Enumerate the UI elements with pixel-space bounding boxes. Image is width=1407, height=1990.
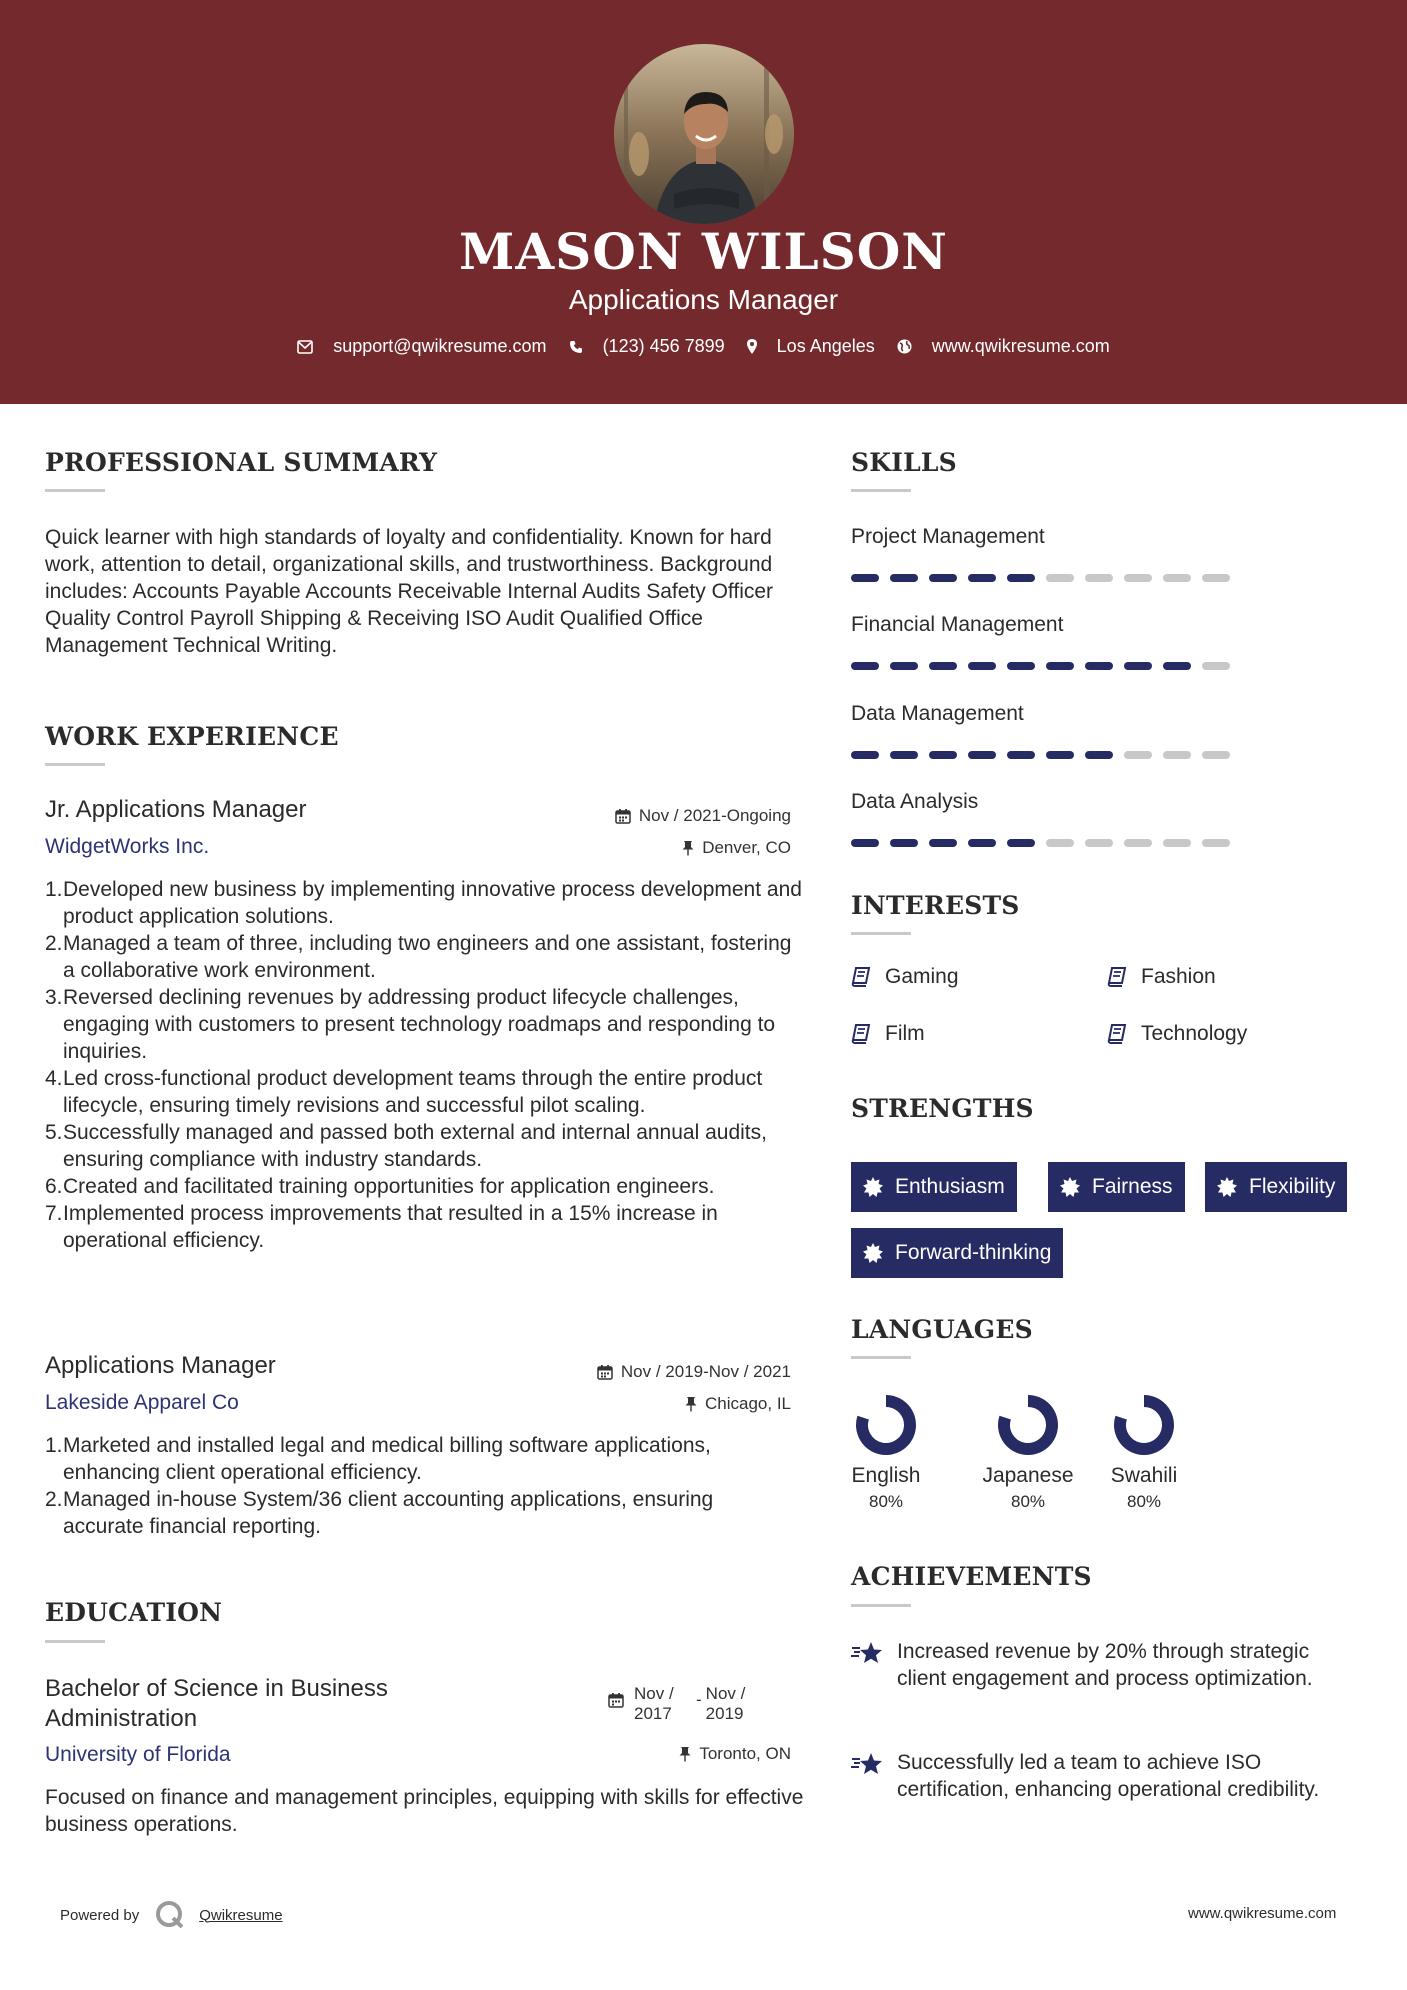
footer-powered-by [60,1900,283,1930]
list-item: 7. Implemented process improvements that resulted in a 15% increase in operational efficiency. [45,1202,718,1252]
achievement-item: Successfully led a team to achieve ISO certification, enhancing operational credibility. [851,1749,1361,1803]
strength-badge: Fairness [1048,1162,1185,1212]
education-heading-rule [45,1640,105,1643]
skill-level-segment [1007,662,1035,670]
skill-name: Financial Management [851,613,1064,636]
candidate-title: Applications Manager [568,284,839,315]
book-icon [851,1024,871,1044]
skill-level-segment [1007,751,1035,759]
skill-level-segment [851,662,879,670]
skill-level-segment [1163,662,1191,670]
language-percent: 80% [1126,1492,1162,1511]
qwikresume-logo-icon [155,1900,185,1930]
contact-email[interactable] [297,336,546,357]
job-bullets [45,876,805,1254]
skills-heading: SKILLS [851,448,957,477]
summary-heading-rule [45,489,105,492]
calendar-icon [608,1692,624,1708]
skill-name: Data Analysis [851,790,979,813]
education-location-text: Toronto, ON [699,1744,791,1763]
education-end: Nov / 2019 [705,1684,746,1723]
language-progress-arc [1004,1401,1052,1449]
star-award-icon [851,1640,885,1666]
job-title: Jr. Applications Manager [45,796,307,823]
skill-level-bar [851,662,1241,670]
star-award-icon [851,1751,885,1777]
skill-level-segment [1124,574,1152,582]
skill-level-segment [1163,839,1191,847]
summary-text: Quick learner with high standards of loyalty and confidentiality. Known for hard work, attention to detail, organizational skills, and trustworthiness. Background includes: Accounts Payable Accounts Receivable Internal Audits Safety Officer Quality Control Payroll Shipping & Receiving ISO Audit Qualified Office Management Technical Writing. [45,526,774,657]
skills-heading-rule [851,489,911,492]
job-location [682,838,791,858]
badge-burst-icon [1217,1177,1237,1197]
interest-item: Film [851,1022,925,1046]
skill-name: Data Management [851,702,1024,725]
contact-phone[interactable] [569,336,725,357]
skill-level-segment [1046,574,1074,582]
language-item [831,1394,941,1512]
book-icon [1107,1024,1127,1044]
language-progress-arc [1120,1401,1168,1449]
envelope-icon [297,340,313,354]
education-start: Nov / 2017 [634,1684,674,1723]
language-percent: 80% [1010,1492,1046,1511]
language-name: Swahili [1110,1464,1178,1487]
skill-level-bar [851,839,1241,847]
skill-level-segment [890,839,918,847]
job-dates-text: Nov / 2019-Nov / 2021 [620,1362,791,1381]
skill-level-segment [1202,574,1230,582]
skill-level-segment [929,751,957,759]
education-heading: EDUCATION [45,1598,223,1627]
experience-heading-rule [45,763,105,766]
language-item [973,1394,1083,1512]
list-item: 1. Marketed and installed legal and medical billing software applications, enhancing client operational efficiency. [45,1434,711,1484]
strengths-heading: STRENGTHS [851,1094,1034,1123]
skill-level-segment [1085,839,1113,847]
footer-website[interactable]: www.qwikresume.com [1188,1905,1337,1922]
skill-level-segment [968,574,996,582]
skill-level-segment [1046,839,1074,847]
skill-level-segment [968,839,996,847]
job-dates [615,806,791,826]
pushpin-icon [679,1746,691,1762]
book-icon [1107,967,1127,987]
list-item: 2. Managed a team of three, including two engineers and one assistant, fostering a collaborative work environment. [45,932,792,982]
language-item [1089,1394,1199,1512]
skill-level-segment [890,751,918,759]
skill-level-segment [1163,751,1191,759]
map-pin-icon [747,339,757,354]
profile-photo [614,44,794,224]
skill-level-segment [1085,751,1113,759]
skill-level-segment [1007,574,1035,582]
job-bullets [45,1432,745,1540]
skill-level-segment [1124,839,1152,847]
skill-level-segment [1163,574,1191,582]
contact-email-text: support@qwikresume.com [333,336,547,356]
skill-level-segment [1124,662,1152,670]
education-dates [608,1684,758,1724]
strength-badge: Enthusiasm [851,1162,1017,1212]
job-company[interactable]: Lakeside Apparel Co [45,1391,239,1414]
phone-icon [569,340,583,354]
skill-level-segment [890,662,918,670]
skill-level-segment [1046,662,1074,670]
skill-level-segment [1202,839,1230,847]
job-dates-text: Nov / 2021-Ongoing [638,806,791,825]
job-title: Applications Manager [45,1352,276,1379]
skill-level-segment [929,839,957,847]
skill-level-segment [1046,751,1074,759]
strength-badge: Flexibility [1205,1162,1347,1212]
achievement-item: Increased revenue by 20% through strategic client engagement and process optimization. [851,1638,1361,1692]
book-icon [851,967,871,987]
language-name: Japanese [982,1464,1074,1487]
badge-burst-icon [863,1177,883,1197]
globe-icon [897,339,912,354]
list-item: 4. Led cross-functional product development teams through the entire product lifecycle, ensuring timely revisions and successful pilot scaling. [45,1067,763,1117]
calendar-icon [615,808,631,824]
experience-heading: WORK EXPERIENCE [45,722,339,751]
education-text: Focused on finance and management principles, equipping with skills for effective business operations. [45,1786,804,1836]
pushpin-icon [685,1396,697,1412]
skill-level-segment [929,662,957,670]
interests-heading-rule [851,932,911,935]
skill-level-segment [929,574,957,582]
language-percent: 80% [868,1492,904,1511]
job-location-text: Chicago, IL [705,1394,791,1413]
date-separator: - [696,1690,702,1709]
skill-level-segment [1202,751,1230,759]
language-progress-arc [862,1401,910,1449]
skill-level-segment [851,574,879,582]
skill-level-segment [890,574,918,582]
strength-badge: Forward-thinking [851,1228,1063,1278]
skill-level-segment [1085,662,1113,670]
skill-level-segment [851,839,879,847]
skill-level-bar [851,574,1241,582]
job-dates [597,1362,791,1382]
list-item: 5. Successfully managed and passed both external and internal annual audits, ensuring compliance with industry standards. [45,1121,767,1171]
skill-name: Project Management [851,525,1045,548]
candidate-name: MASON WILSON [459,222,948,281]
list-item: 3. Reversed declining revenues by addressing product lifecycle challenges, engaging with customers to present technology roadmaps and responding to inquiries. [45,986,776,1063]
skill-level-segment [1202,662,1230,670]
calendar-icon [597,1364,613,1380]
languages-heading: LANGUAGES [851,1315,1033,1344]
list-item: 2. Managed in-house System/36 client accounting applications, ensuring accurate financial reporting. [45,1488,714,1538]
skill-level-segment [968,662,996,670]
list-item: 1. Developed new business by implementing innovative process development and product application solutions. [45,878,802,928]
education-location [679,1744,791,1764]
language-name: English [851,1464,921,1487]
interest-item: Gaming [851,965,959,989]
list-item: 6. Created and facilitated training opportunities for application engineers. [45,1175,715,1198]
interest-item: Technology [1107,1022,1247,1046]
badge-burst-icon [863,1243,883,1263]
skill-level-bar [851,751,1241,759]
summary-heading: PROFESSIONAL SUMMARY [45,448,438,477]
interests-heading: INTERESTS [851,891,1020,920]
job-location [685,1394,791,1414]
degree-title: Bachelor of Science in Business Administration [45,1675,388,1732]
language-progress-ring [997,1394,1059,1456]
contact-website[interactable] [897,336,1110,357]
achievements-heading-rule [851,1604,911,1607]
badge-burst-icon [1060,1177,1080,1197]
languages-heading-rule [851,1356,911,1359]
skill-level-segment [851,751,879,759]
job-company[interactable]: WidgetWorks Inc. [45,835,210,858]
contact-location [747,336,875,357]
contact-bar [0,336,1407,357]
contact-website-text: www.qwikresume.com [931,336,1110,356]
language-progress-ring [855,1394,917,1456]
school-name[interactable]: University of Florida [45,1743,231,1766]
pushpin-icon [682,840,694,856]
language-progress-ring [1113,1394,1175,1456]
qwikresume-link[interactable]: Qwikresume [199,1906,283,1924]
job-location-text: Denver, CO [702,838,791,857]
skill-level-segment [1085,574,1113,582]
skill-level-segment [968,751,996,759]
contact-location-text: Los Angeles [776,336,875,356]
achievements-heading: ACHIEVEMENTS [851,1562,1092,1591]
skill-level-segment [1007,839,1035,847]
contact-phone-text: (123) 456 7899 [602,336,725,356]
skill-level-segment [1124,751,1152,759]
powered-by-label: Powered by [60,1906,140,1924]
resume-header [0,0,1407,404]
interest-item: Fashion [1107,965,1216,989]
